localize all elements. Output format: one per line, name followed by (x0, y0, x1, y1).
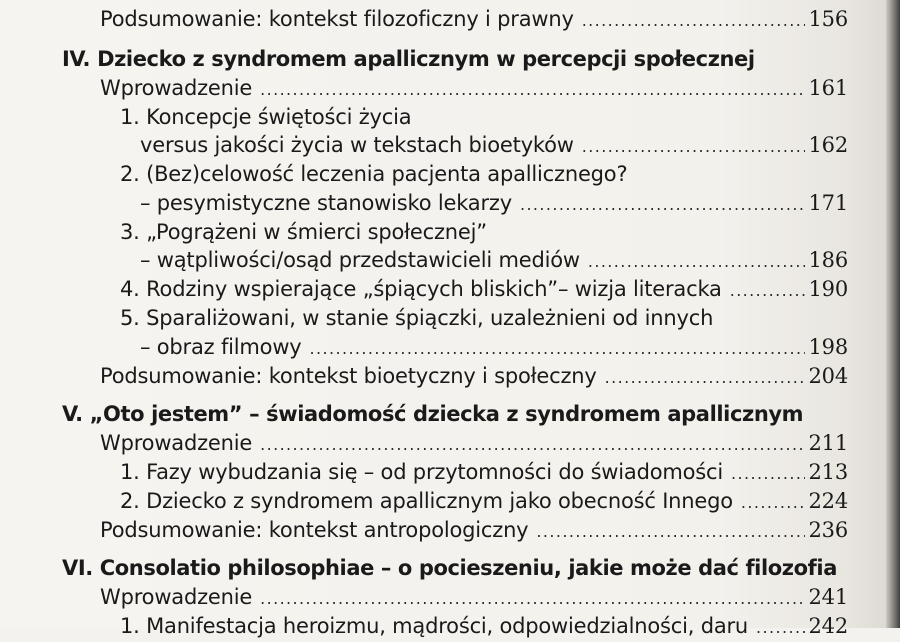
toc-entry-text: – wątpliwości/osąd przedstawicieli mediów (140, 248, 580, 272)
toc-page-number: 211 (808, 431, 848, 455)
toc-entry-text: Wprowadzenie (100, 585, 253, 609)
toc-page-number: 190 (808, 277, 848, 301)
toc-entry-text: Podsumowanie: kontekst antropologiczny (100, 518, 529, 542)
leader-dots (260, 76, 804, 104)
leader-dots (582, 133, 805, 161)
chapter-number: IV. (62, 47, 91, 71)
toc-entry-text: Wprowadzenie (100, 76, 253, 100)
toc-page-number: 171 (808, 191, 848, 215)
toc-page-number: 242 (808, 614, 848, 638)
leader-dots (536, 518, 804, 546)
toc-entry-text: 1. Koncepcje świętości życia (120, 105, 412, 129)
leader-dots (605, 364, 805, 392)
toc-entry-text: Podsumowanie: kontekst filozoficzny i prawny (100, 7, 574, 31)
toc-entry (120, 458, 848, 486)
leader-dots (310, 335, 805, 363)
leader-dots (731, 460, 805, 488)
toc-entry-text: – obraz filmowy (140, 335, 302, 359)
chapter-number: VI. (62, 556, 93, 580)
toc-page-number: 236 (808, 518, 848, 542)
toc-entry (100, 429, 848, 457)
toc-entry-text: – pesymistyczne stanowisko lekarzy (140, 191, 512, 215)
toc-entry (100, 583, 848, 611)
toc-entry-text: 4. Rodziny wspierające „śpiących bliskich”– wizja literacka (120, 277, 722, 301)
chapter-title: Consolatio philosophiae – o pocieszeniu, jakie może dać filozofia (99, 556, 837, 580)
toc-entry (140, 189, 848, 217)
leader-dots (730, 277, 805, 305)
leader-dots (582, 7, 805, 35)
chapter-heading (62, 45, 755, 73)
chapter-number: V. (62, 402, 83, 426)
leader-dots (260, 585, 804, 613)
toc-entry-text: 2. (Bez)celowość leczenia pacjenta apallicznego? (120, 162, 628, 186)
toc-page-number: 213 (808, 460, 848, 484)
toc-entry-text: 2. Dziecko z syndromem apallicznym jako obecność Innego (120, 489, 733, 513)
toc-entry (120, 487, 848, 515)
toc-entry (100, 516, 848, 544)
toc-entry (140, 131, 848, 159)
toc-entry (140, 246, 848, 274)
toc-entry (120, 612, 848, 640)
toc-page-number: 224 (808, 489, 848, 513)
toc-entry-text: Wprowadzenie (100, 431, 253, 455)
toc-entry (100, 74, 848, 102)
toc-page-number: 156 (808, 7, 848, 31)
toc-page-number: 162 (808, 133, 848, 157)
chapter-title: „Oto jestem” – świadomość dziecka z syndromem apallicznym (89, 402, 804, 426)
leader-dots (756, 614, 804, 642)
toc-entry-text: 1. Fazy wybudzania się – od przytomności do świadomości (120, 460, 723, 484)
toc-page-number: 204 (808, 364, 848, 388)
leader-dots (741, 489, 805, 517)
toc-page-number: 241 (808, 585, 848, 609)
toc-entry-text: 1. Manifestacja heroizmu, mądrości, odpowiedzialności, daru (120, 614, 749, 638)
chapter-heading (62, 400, 803, 428)
page-edge-shadow (886, 0, 900, 628)
toc-entry (100, 5, 848, 33)
toc-page-number: 198 (808, 335, 848, 359)
toc-entry-text: versus jakości życia w tekstach bioetyków (140, 133, 574, 157)
toc-entry-text: 5. Sparaliżowani, w stanie śpiączki, uzależnieni od innych (120, 306, 714, 330)
toc-entry (100, 362, 848, 390)
toc-entry-text: Podsumowanie: kontekst bioetyczny i społeczny (100, 364, 597, 388)
toc-page-number: 186 (808, 248, 848, 272)
leader-dots (588, 248, 805, 276)
toc-page-number: 161 (808, 76, 848, 100)
toc-entry (140, 333, 848, 361)
chapter-heading (62, 554, 837, 582)
toc-entry-text: 3. „Pogrążeni w śmierci społecznej” (120, 220, 487, 244)
toc-entry (120, 275, 848, 303)
leader-dots (520, 191, 805, 219)
leader-dots (260, 431, 804, 459)
chapter-title: Dziecko z syndromem apallicznym w percepcji społecznej (97, 47, 755, 71)
